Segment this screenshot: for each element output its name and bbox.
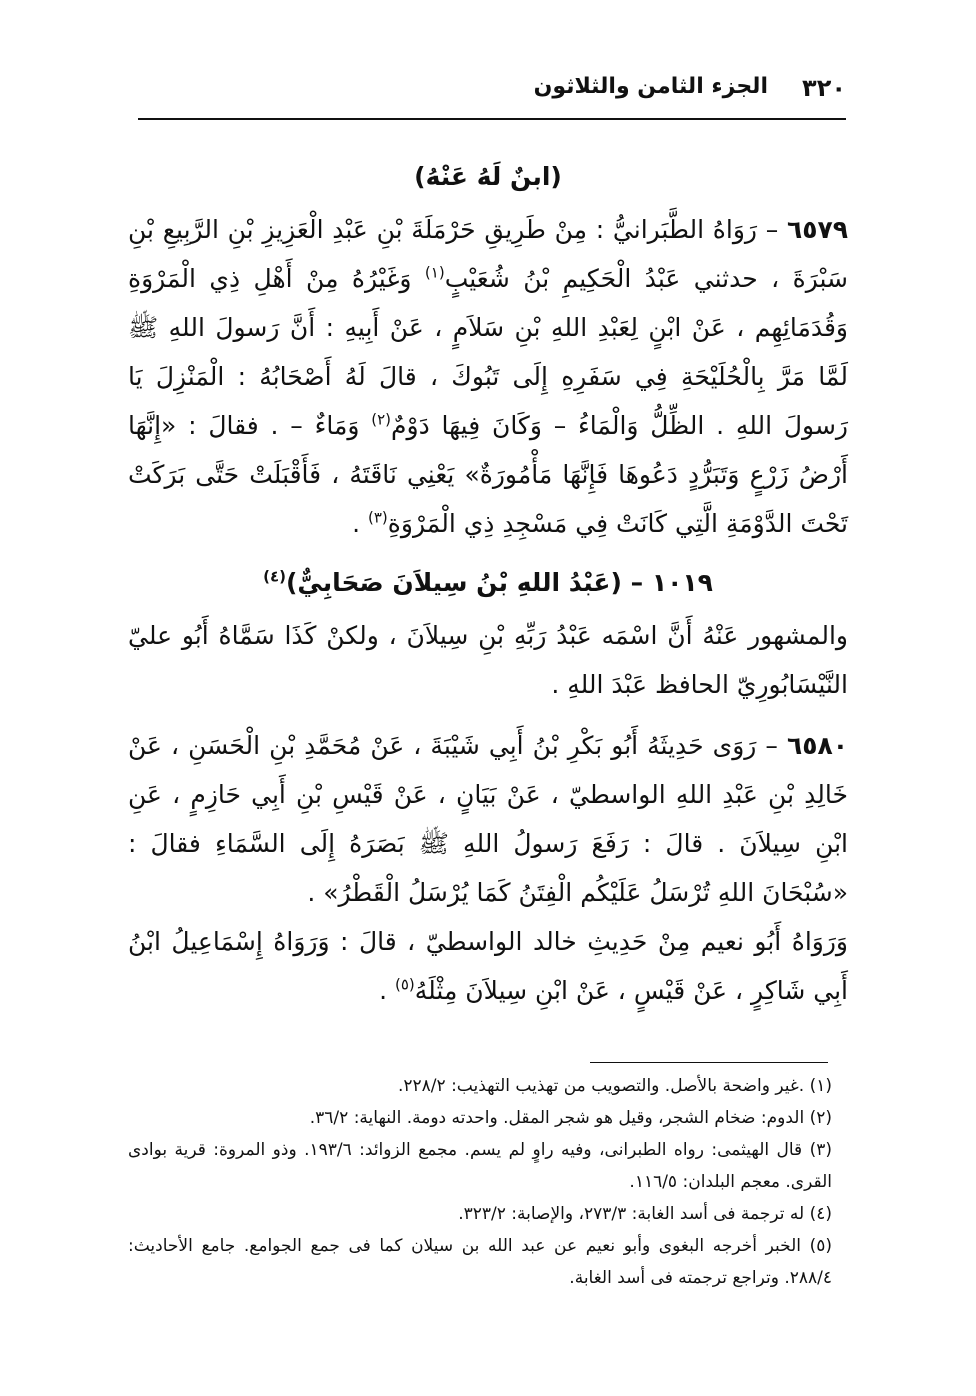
- hadith-text: وَغَيْرُهُ مِنْ أَهْلِ ذِي الْمَرْوَةِ وَقُدَمَائِهِم ، عَنْ ابْنٍ لِعَبْدِ اللهِ بْنِ سَلاَمٍ ، عَنْ أَبِيهِ : أَنَّ رَسولَ اللهِ ﷺ لَمَّا مَرَّ بِالْحُلَيْحَةِ فِي سَفَرِهِ إِلَى تَبُوكَ ، قالَ لَهُ أَصْحَابُهُ : الْمَنْزِلَ يَا رَسولَ اللهِ . الظِّلُّ وَالْمَاءُ – وَكَانَ فِيهَا دَوْمٌ: [128, 264, 848, 440]
- footnote-3: (٣) قال الهيثمى: رواه الطبرانى، وفيه راوٍ لم يسم. مجمع الزوائد: ١٩٣/٦. وذو المروة: قرية بوادى القرى. معجم البلدان: ١١٦/٥.: [128, 1140, 833, 1192]
- section-heading-son: (ابنٌ لَهُ عَنْهُ): [414, 162, 562, 191]
- entry-title: – (عَبْدُ اللهِ بْنُ سِيلاَنَ صَحَابِيٌّ): [285, 568, 652, 597]
- hadith-number: ٦٥٧٩: [786, 215, 848, 244]
- footnote-ref-2[interactable]: (٢): [371, 410, 392, 429]
- closing-paragraph: [128, 917, 848, 1015]
- page-number: ٣٢٠: [802, 74, 846, 102]
- hadith-text: – رَوَى حَدِيثَهُ أَبُو بَكْرِ بْنُ أَبِي شَيْبَةَ ، عَنْ مُحَمَّدِ بْنِ الْحَسَنِ ، عَنْ خَالِدِ بْنِ عَبْدِ اللهِ الواسطيّ ، عَنْ بَيَانٍ ، عَنْ قَيْسِ بْنِ أَبِي حَازِمٍ ، عَنِ ابْنِ سِيلاَنَ . قالَ : رَفَعَ رَسولُ اللهِ ﷺ بَصَرَهُ إِلَى السَّمَاءِ فقالَ : «سُبْحَانَ اللهِ تُرْسَلُ عَلَيْكُم الْفِتَنُ كَمَا يُرْسَلُ الْقَطْرُ» .: [128, 731, 848, 907]
- main-text: [128, 146, 848, 1015]
- closing-text: وَرَوَاهُ أَبُو نعيم مِنْ حَدِيثِ خالد الواسطيّ ، قالَ : وَرَوَاهُ إِسْمَاعِيلُ ابْنُ أَبِي شَاكِرٍ ، عَنْ قَيْسٍ ، عَنْ ابْنِ سِيلاَنَ مِثْلَهُ: [128, 927, 848, 1005]
- closing-end: .: [379, 976, 395, 1005]
- footnote-ref-3[interactable]: (٣): [368, 508, 388, 527]
- hadith-text: وَمَاءٌ – . فقالَ : «إِنَّهَا أَرْضُ زَرْعٍ وَتَبَرُّدٍ دَعُوهَا فَإِنَّهَا مَأْمُورَةٌ» يَعْنِي نَاقَتَهُ ، فَأَقْبَلَتْ حَتَّى بَرَكَتْ تَحْتَ الدَّوْمَةِ الَّتِي كَانَتْ فِي مَسْجِدِ ذِي الْمَرْوَةِ: [128, 411, 848, 538]
- entry-number: ١٠١٩: [651, 568, 713, 597]
- footnote-1: (١) .غير واضحة بالأصل. والتصويب من تهذيب التهذيب: ٢٢٨/٢.: [398, 1076, 832, 1096]
- running-title: الجزء الثامن والثلاثون: [533, 74, 768, 99]
- footnote-2: (٢) الدوم: ضخام الشجر، وقيل هو شجر المقل. واحدته دومة. النهاية: ٣٦/٢.: [309, 1108, 832, 1128]
- hadith-number: ٦٥٨٠: [786, 731, 848, 760]
- footnotes: [128, 1070, 848, 1294]
- hadith-text: – رَوَاهُ الطَّبَرانيُّ : مِنْ طَرِيقِ حَرْمَلَةَ بْنِ عَبْدِ الْعَزِيزِ بْنِ الرَّبِيعِ بْنِ سَبْرَةَ ، حدثني عَبْدُ الْحَكِيمِ بْنُ شُعَيْبٍ: [128, 215, 848, 293]
- footnote-ref-5[interactable]: (٥): [394, 975, 415, 994]
- hadith-6579: [128, 205, 848, 548]
- hadith-text-end: .: [352, 509, 368, 538]
- entry-1019-note: والمشهور عَنْهُ أَنَّ اسْمَه عَبْدُ رَبِّهِ بْنِ سِيلاَنَ ، ولكنْ كَذَا سَمَّاهُ أَبُو عليّ النَّيْسَابُورِيّ الحافظ عَبْدَ اللهِ .: [128, 621, 848, 699]
- footnote-5: (٥) الخبر أخرجه البغوى وأبو نعيم عن عبد الله بن سيلان كما فى جمع الجوامع. جامع الأحاديث: ٢٨٨/٤. وتراجع ترجمته فى أسد الغابة.: [128, 1236, 832, 1288]
- entry-heading-1019: [128, 558, 848, 607]
- footnote-4: (٤) له ترجمة فى أسد الغابة: ٢٧٣/٣، والإصابة: ٣٢٣/٢.: [458, 1204, 832, 1224]
- footnote-ref-1[interactable]: (١): [424, 263, 445, 282]
- footnote-ref-4[interactable]: (٤): [263, 567, 286, 586]
- footnote-divider: [590, 1062, 828, 1063]
- hadith-6580: [128, 721, 848, 917]
- running-header: [138, 66, 846, 120]
